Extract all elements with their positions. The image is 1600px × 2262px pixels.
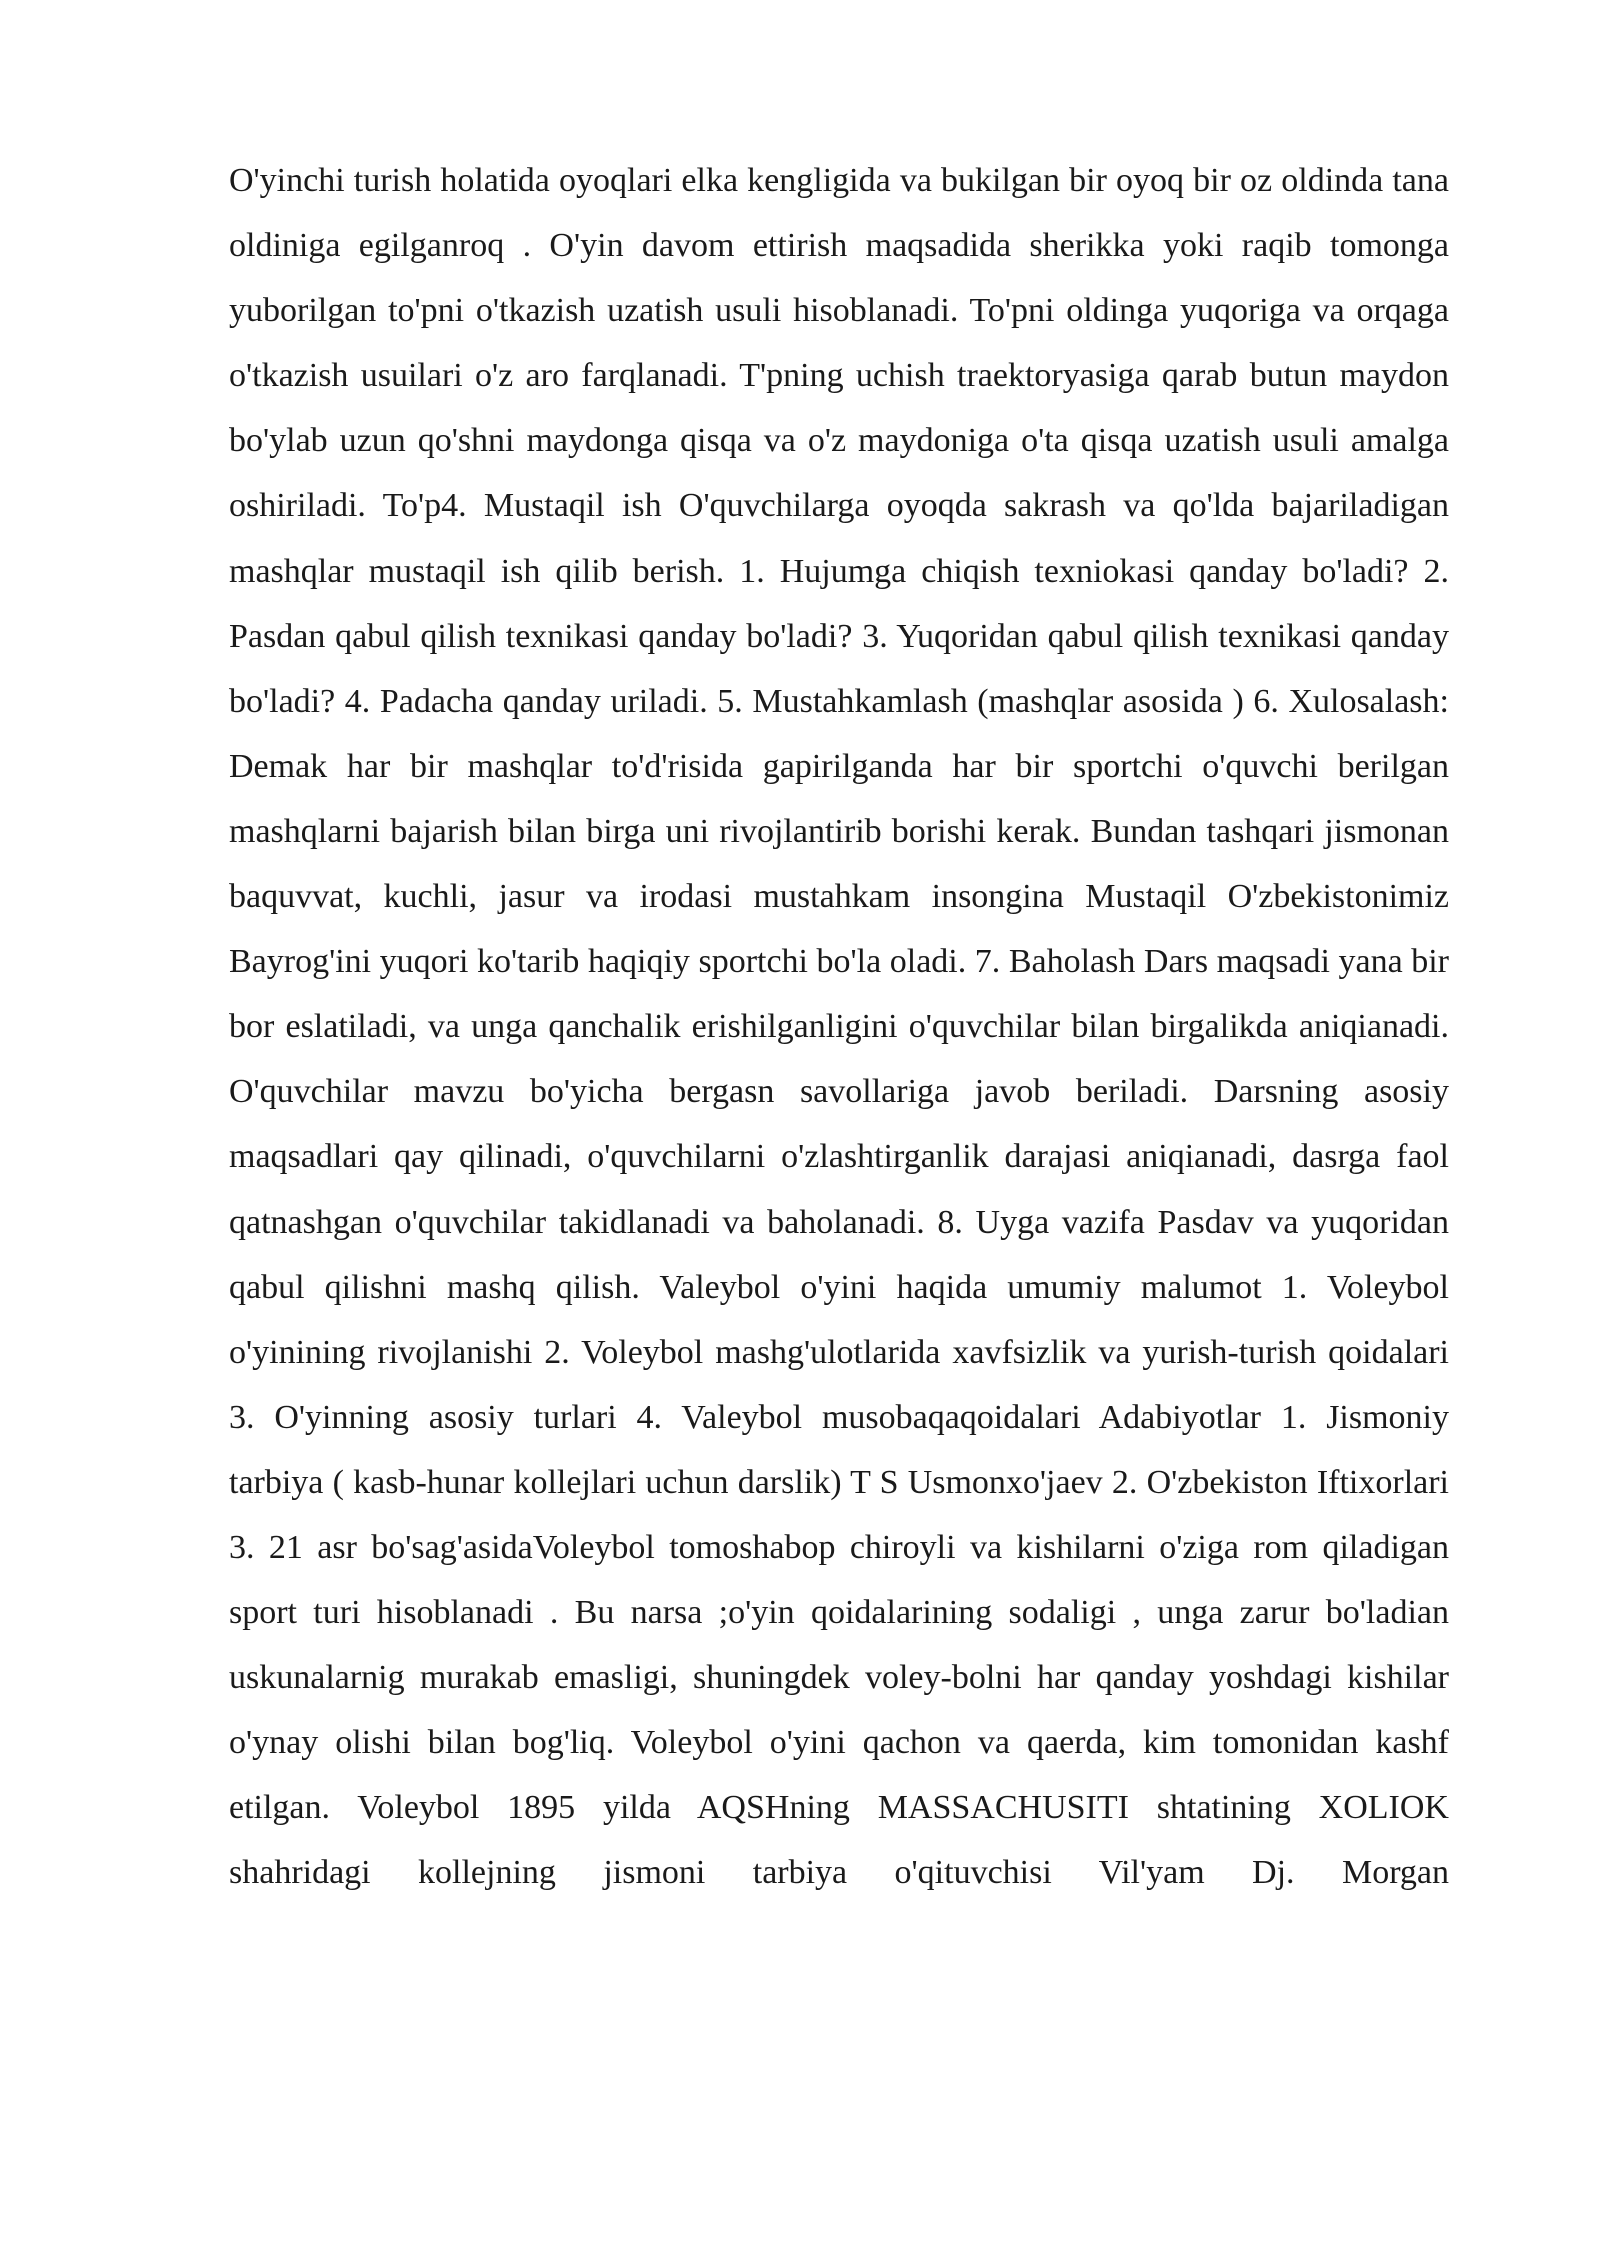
body-paragraph: O'yinchi turish holatida oyoqlari elka kengligida va bukilgan bir oyoq bir oz oldinda tana oldiniga egilganroq . O'yin davom ettirish maqsadida sherikka yoki raqib tomonga yuborilgan to'pni o'tkazish uzatish usuli hisoblanadi. To'pni oldinga yuqoriga va orqaga o'tkazish usuilari o'z aro farqlanadi. T'pning uchish traektoryasiga qarab butun maydon bo'ylab uzun qo'shni maydonga qisqa va o'z maydoniga o'ta qisqa uzatish usuli amalga oshiriladi. To'p4. Mustaqil ish O'quvchilarga oyoqda sakrash va qo'lda bajariladigan mashqlar mustaqil ish qilib berish. 1. Hujumga chiqish texniokasi qanday bo'ladi? 2. Pasdan qabul qilish texnikasi qanday bo'ladi? 3. Yuqoridan qabul qilish texnikasi qanday bo'ladi? 4. Padacha qanday uriladi. 5. Mustahkamlash (mashqlar asosida ) 6. Xulosalash: Demak har bir mashqlar to'd'risida gapirilganda har bir sportchi o'quvchi berilgan mashqlarni bajarish bilan birga uni rivojlantirib borishi kerak. Bundan tashqari jismonan baquvvat, kuchli, jasur va irodasi mustahkam insongina Mustaqil O'zbekistonimiz Bayrog'ini yuqori ko'tarib haqiqiy sportchi bo'la oladi. 7. Baholash Dars maqsadi yana bir bor eslatiladi, va unga qanchalik erishilganligini o'quvchilar bilan birgalikda aniqianadi. O'quvchilar mavzu bo'yicha bergasn savollariga javob beriladi. Darsning asosiy maqsadlari qay qilinadi, o'quvchilarni o'zlashtirganlik darajasi aniqianadi, dasrga faol qatnashgan o'quvchilar takidlanadi va baholanadi. 8. Uyga vazifa Pasdav va yuqoridan qabul qilishni mashq qilish. Valeybol o'yini haqida umumiy malumot 1. Voleybol o'yinining rivojlanishi 2. Voleybol mashg'ulotlarida xavfsizlik va yurish-turish qoidalari 3. O'yinning asosiy turlari 4. Valeybol musobaqaqoidalari Adabiyotlar 1. Jismoniy tarbiya ( kasb-hunar kollejlari uchun darslik) T S Usmonxo'jaev 2. O'zbekiston Iftixorlari 3. 21 asr bo'sag'asidaVoleybol tomoshabop chiroyli va kishilarni o'ziga rom qiladigan sport turi hisoblanadi . Bu narsa ;o'yin qoidalarining sodaligi , unga zarur bo'ladian uskunalarnig murakab emasligi, shuningdek voley-bolni har qanday yoshdagi kishilar o'ynay olishi bilan bog'liq. Voleybol o'yini qachon va qaerda, kim tomonidan kashf etilgan. Voleybol 1895 yilda AQSHning MASSACHUSITI shtatining XOLIOK shahridagi kollejning jismoni tarbiya o'qituvchisi Vil'yam Dj. Morgan: [229, 162, 1449, 1892]
